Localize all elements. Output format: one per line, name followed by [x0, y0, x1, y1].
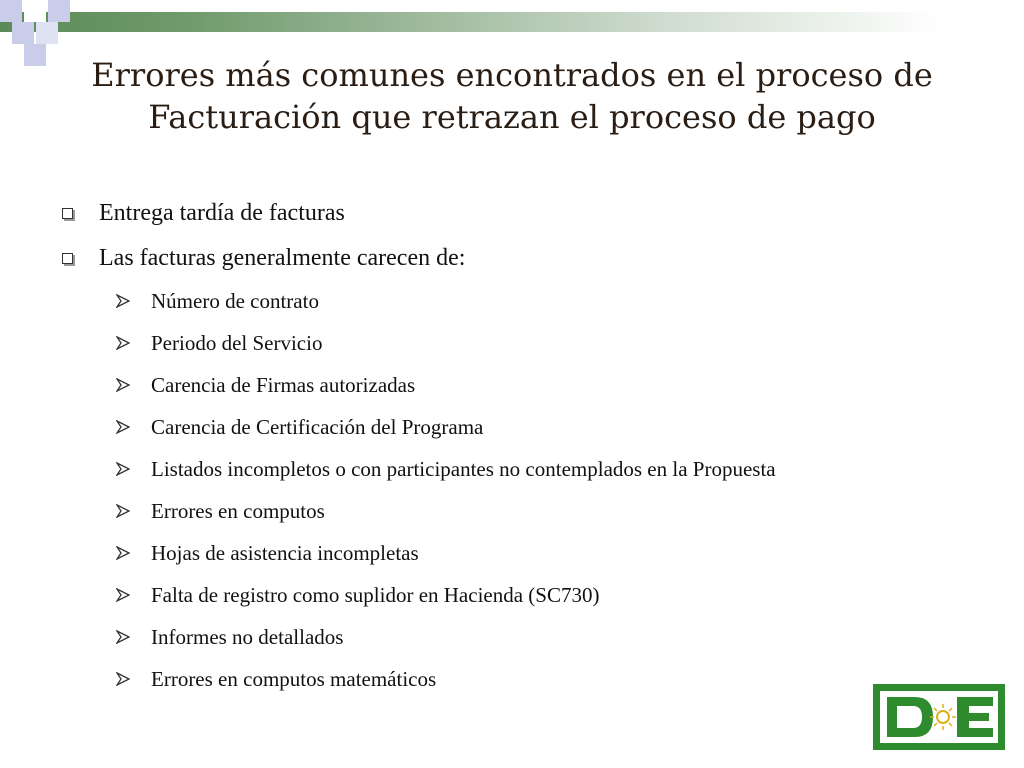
arrowhead-bullet-icon [116, 378, 130, 392]
arrowhead-bullet-icon [116, 336, 130, 350]
sub-bullet-item [116, 540, 419, 566]
sub-bullet-text: Errores en computos [151, 499, 325, 523]
sub-bullet-text: Listados incompletos o con participantes no contemplados en la Propuesta [151, 457, 776, 481]
sub-bullet-item [116, 624, 343, 650]
sub-bullet-text: Falta de registro como suplidor en Hacienda (SC730) [151, 583, 600, 607]
sub-bullet-item [116, 666, 436, 692]
sub-bullet-item [116, 498, 325, 524]
sub-bullet-item [116, 582, 599, 608]
header-gradient-band [0, 12, 1024, 32]
bullet-item [62, 198, 345, 228]
hollow-square-bullet-icon [62, 253, 73, 264]
sub-bullet-item [116, 330, 322, 356]
sub-bullet-item [116, 372, 415, 398]
de-logo [873, 684, 1005, 750]
sub-bullet-item [116, 288, 319, 314]
sub-bullet-item [116, 414, 483, 440]
sub-bullet-text: Informes no detallados [151, 625, 344, 649]
hollow-square-bullet-icon [62, 208, 73, 219]
arrowhead-bullet-icon [116, 630, 130, 644]
sub-bullet-text: Carencia de Certificación del Programa [151, 415, 484, 439]
slide-title-line-1: Errores más comunes encontrados en el proceso de [91, 56, 933, 94]
arrowhead-bullet-icon [116, 420, 130, 434]
arrowhead-bullet-icon [116, 546, 130, 560]
sub-bullet-text: Número de contrato [151, 289, 319, 313]
bullet-text: Entrega tardía de facturas [99, 200, 345, 226]
sub-bullet-item [116, 456, 776, 482]
arrowhead-bullet-icon [116, 504, 130, 518]
sub-bullet-text: Errores en computos matemáticos [151, 667, 437, 691]
arrowhead-bullet-icon [116, 462, 130, 476]
slide-title-line-2: Facturación que retrazan el proceso de pago [148, 98, 876, 136]
slide-title [40, 54, 984, 138]
sub-bullet-text: Hojas de asistencia incompletas [151, 541, 419, 565]
arrowhead-bullet-icon [116, 672, 130, 686]
bullet-text: Las facturas generalmente carecen de: [99, 245, 466, 271]
sub-bullet-text: Carencia de Firmas autorizadas [151, 373, 416, 397]
bullet-item [62, 243, 465, 273]
arrowhead-bullet-icon [116, 294, 130, 308]
sub-bullet-text: Periodo del Servicio [151, 331, 323, 355]
arrowhead-bullet-icon [116, 588, 130, 602]
